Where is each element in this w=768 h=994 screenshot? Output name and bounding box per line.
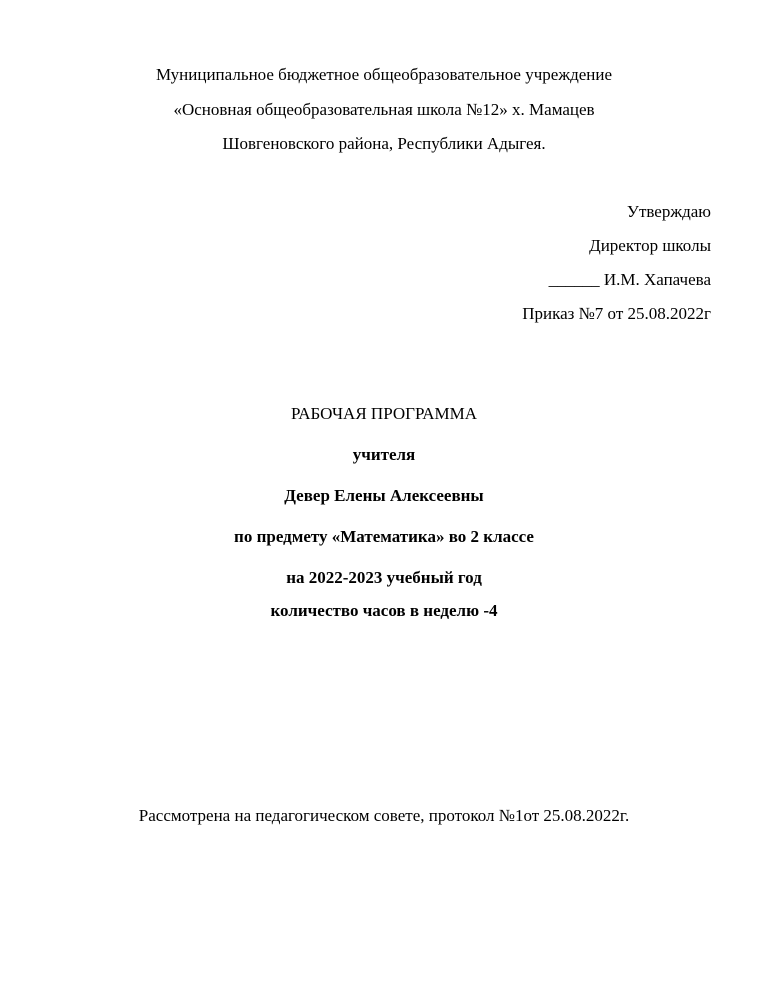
teacher-name: Девер Елены Алексеевны <box>284 486 484 505</box>
school-name-line-2: «Основная общеобразовательная школа №12» х. Мамацев <box>173 100 595 119</box>
approval-heading: Утверждаю <box>626 202 711 221</box>
hours-per-week: количество часов в неделю -4 <box>270 601 498 620</box>
school-location-line: Шовгеновского района, Республики Адыгея. <box>222 134 546 153</box>
director-position: Директор школы <box>589 236 711 255</box>
director-signature: ______ И.М. Хапачева <box>548 270 711 289</box>
school-name-line-1: Муниципальное бюджетное общеобразовательное учреждение <box>155 65 613 84</box>
subject-line: по предмету «Математика» во 2 классе <box>234 527 534 546</box>
academic-year: на 2022-2023 учебный год <box>286 568 482 587</box>
program-title: РАБОЧАЯ ПРОГРАММА <box>290 404 478 423</box>
teacher-label: учителя <box>352 445 416 464</box>
order-number: Приказ №7 от 25.08.2022г <box>522 304 711 323</box>
review-note: Рассмотрена на педагогическом совете, протокол №1от 25.08.2022г. <box>138 806 630 825</box>
